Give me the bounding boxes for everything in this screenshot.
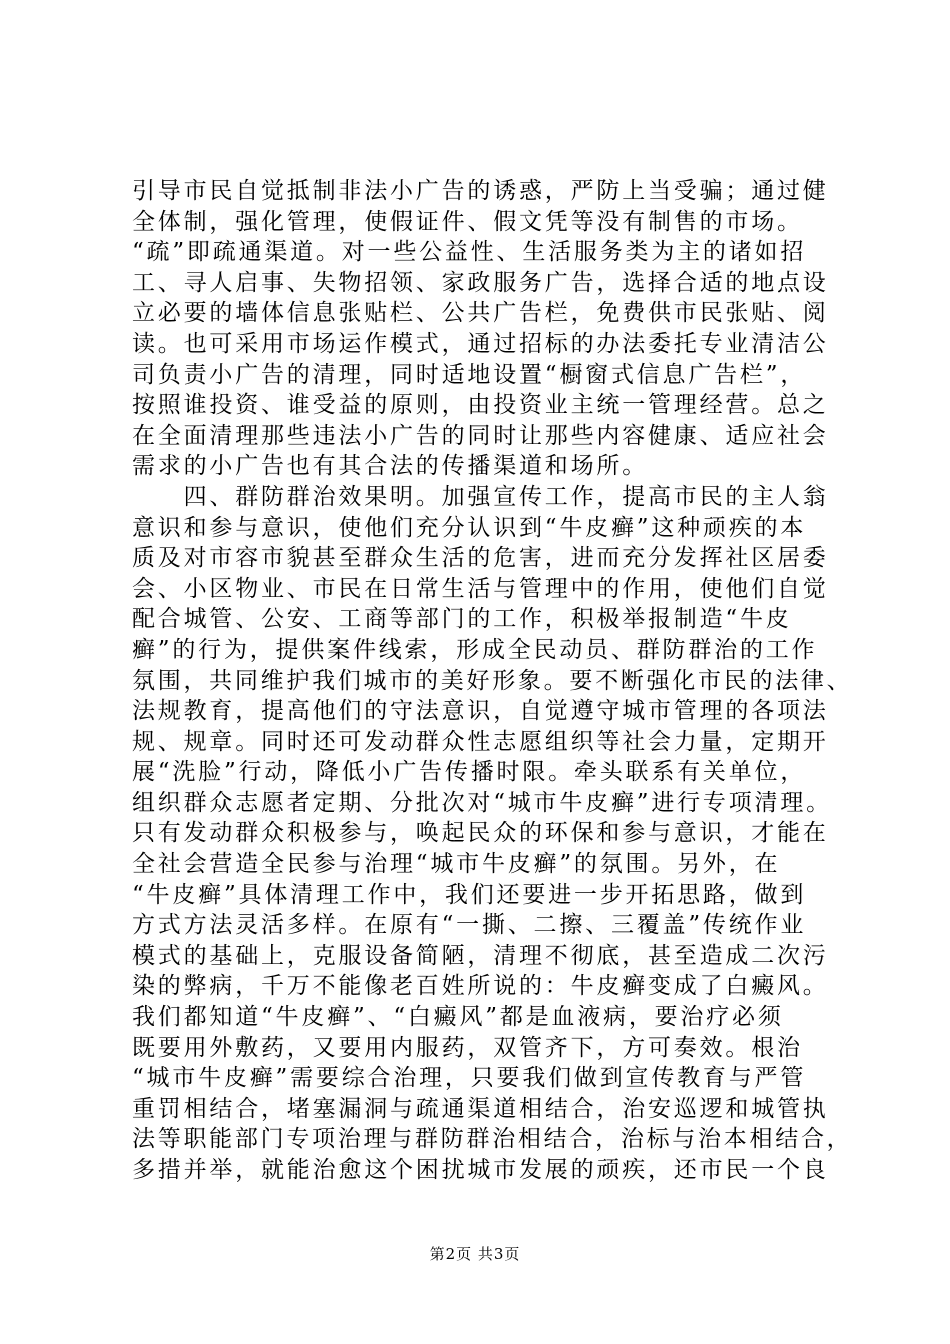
text-line: “疏”即疏通渠道。对一些公益性、生活服务类为主的诸如招 bbox=[132, 239, 807, 266]
text-line: 法等职能部门专项治理与群防群治相结合，治标与治本相结合， bbox=[132, 1126, 853, 1153]
text-line: 四、群防群治效果明。加强宣传工作，提高市民的主人翁 bbox=[132, 483, 829, 510]
body-text bbox=[132, 176, 852, 1186]
text-line: 染的弊病，千万不能像老百姓所说的：牛皮癣变成了白癜风。 bbox=[132, 973, 829, 1000]
text-line: 全体制，强化管理，使假证件、假文凭等没有制售的市场。 bbox=[132, 208, 803, 235]
page-number-footer: 第2页 共3页 bbox=[429, 1245, 521, 1263]
text-line: 意识和参与意识，使他们充分认识到“牛皮癣”这种顽疾的本 bbox=[132, 514, 807, 541]
text-line: 模式的基础上，克服设备简陋，清理不彻底，甚至造成二次污 bbox=[132, 942, 829, 969]
text-line: 法规教育，提高他们的守法意识，自觉遵守城市管理的各项法 bbox=[132, 698, 829, 725]
text-line: 司负责小广告的清理，同时适地设置“橱窗式信息广告栏”， bbox=[132, 361, 807, 388]
text-line: 需求的小广告也有其合法的传播渠道和场所。 bbox=[132, 453, 648, 480]
text-line: 重罚相结合，堵塞漏洞与疏通渠道相结合，治安巡逻和城管执 bbox=[132, 1095, 829, 1122]
text-line: 按照谁投资、谁受益的原则，由投资业主统一管理经营。总之 bbox=[132, 392, 829, 419]
text-line: 读。也可采用市场运作模式，通过招标的办法委托专业清洁公 bbox=[132, 330, 829, 357]
text-line: “牛皮癣”具体清理工作中，我们还要进一步开拓思路，做到 bbox=[132, 881, 807, 908]
text-line: 只有发动群众积极参与，唤起民众的环保和参与意识，才能在 bbox=[132, 820, 829, 847]
text-line: 工、寻人启事、失物招领、家政服务广告，选择合适的地点设 bbox=[132, 269, 829, 296]
text-line: 质及对市容市貌甚至群众生活的危害，进而充分发挥社区居委 bbox=[132, 545, 829, 572]
text-line: 方式方法灵活多样。在原有“一撕、二擦、三覆盖”传统作业 bbox=[132, 912, 807, 939]
text-line: 既要用外敷药，又要用内服药，双管齐下，方可奏效。根治 bbox=[132, 1034, 803, 1061]
text-line: 立必要的墙体信息张贴栏、公共广告栏，免费供市民张贴、阅 bbox=[132, 300, 829, 327]
text-line: 规、规章。同时还可发动群众性志愿组织等社会力量，定期开 bbox=[132, 728, 829, 755]
text-line: 展“洗脸”行动，降低小广告传播时限。牵头联系有关单位， bbox=[132, 759, 807, 786]
text-line: 会、小区物业、市民在日常生活与管理中的作用，使他们自觉 bbox=[132, 575, 829, 602]
text-line: 癣”的行为，提供案件线索，形成全民动员、群防群治的工作 bbox=[132, 636, 818, 663]
text-line: 全社会营造全民参与治理“城市牛皮癣”的氛围。另外，在 bbox=[132, 851, 781, 878]
text-line: 组织群众志愿者定期、分批次对“城市牛皮癣”进行专项清理。 bbox=[132, 789, 832, 816]
text-line: 配合城管、公安、工商等部门的工作，积极举报制造“牛皮 bbox=[132, 606, 792, 633]
text-line: 在全面清理那些违法小广告的同时让那些内容健康、适应社会 bbox=[132, 422, 829, 449]
text-line: “城市牛皮癣”需要综合治理，只要我们做到宣传教育与严管 bbox=[132, 1065, 807, 1092]
text-line: 多措并举，就能治愈这个困扰城市发展的顽疾，还市民一个良 bbox=[132, 1157, 829, 1183]
text-line: 氛围，共同维护我们城市的美好形象。要不断强化市民的法律、 bbox=[132, 667, 853, 694]
text-line: 引导市民自觉抵制非法小广告的诱惑，严防上当受骗；通过健 bbox=[132, 178, 829, 204]
text-line: 我们都知道“牛皮癣”、“白癜风”都是血液病，要治疗必须 bbox=[132, 1004, 784, 1031]
